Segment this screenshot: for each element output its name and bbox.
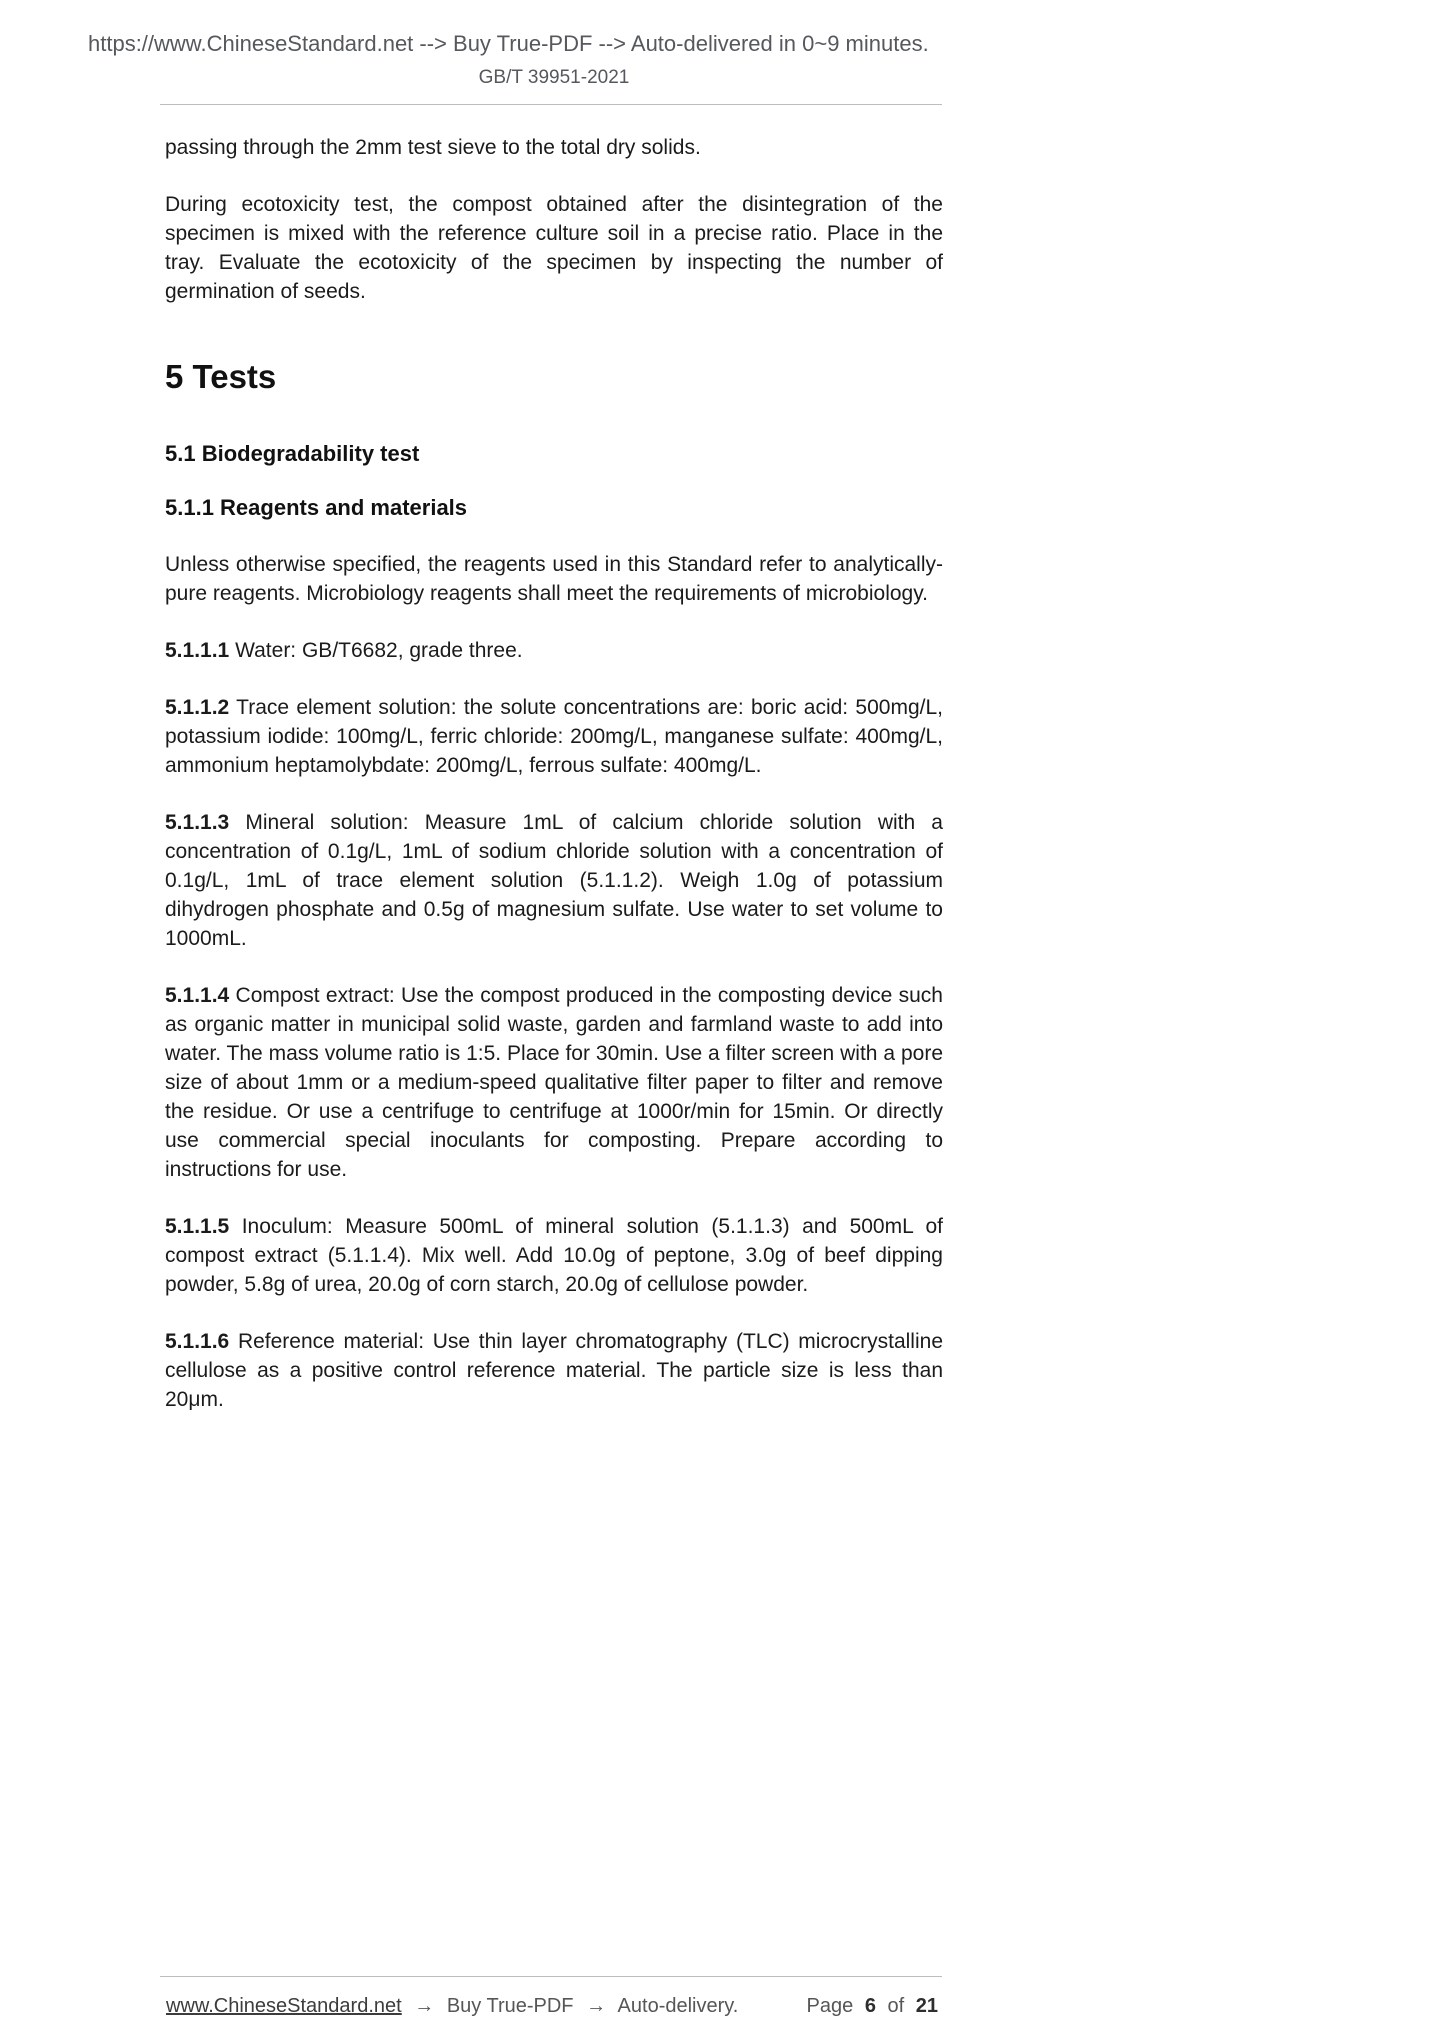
- subsection-heading: 5.1 Biodegradability test: [165, 441, 420, 466]
- numbered-paragraph: [165, 1212, 943, 1299]
- subsubsection-heading: 5.1.1 Reagents and materials: [165, 495, 468, 520]
- clause-label: 5.1.1.5: [165, 1215, 230, 1238]
- clause-text: Water: GB/T6682, grade three.: [235, 639, 523, 662]
- clause-label: 5.1.1.2: [165, 696, 230, 719]
- section-heading: 5 Tests: [165, 358, 277, 395]
- page-footer: [160, 1976, 942, 2018]
- clause-label: 5.1.1.1: [165, 639, 230, 662]
- numbered-paragraph: [165, 693, 943, 780]
- clause-label: 5.1.1.6: [165, 1330, 230, 1353]
- page-label: Page: [806, 1995, 854, 2017]
- numbered-paragraph: [165, 1327, 943, 1414]
- paragraph: During ecotoxicity test, the compost obtained after the disintegration of the specimen is mixed with the reference culture soil in a precise ratio. Place in the tray. Evaluate the ecotoxicity of the specimen by inspecting the number of germination of seeds.: [165, 193, 943, 303]
- clause-text: Mineral solution: Measure 1mL of calcium chloride solution with a concentration of 0.1g/L, 1mL of sodium chloride solution with a concentration of 0.1g/L, 1mL of trace element solution (5.1.1.2). Weigh 1.0g of potassium dihydrogen phosphate and 0.5g of magnesium sulfate. Use water to set volume to 1000mL.: [165, 811, 943, 950]
- clause-text: Reference material: Use thin layer chromatography (TLC) microcrystalline cellulose as a positive control reference material. The particle size is less than 20μm.: [165, 1330, 943, 1411]
- clause-text: Inoculum: Measure 500mL of mineral solution (5.1.1.3) and 500mL of compost extract (5.1.1.4). Mix well. Add 10.0g of peptone, 3.0g of beef dipping powder, 5.8g of urea, 20.0g of corn starch, 20.0g of cellulose powder.: [165, 1215, 943, 1296]
- numbered-paragraph: [165, 636, 943, 665]
- arrow-icon: →: [414, 1995, 435, 2017]
- clause-label: 5.1.1.4: [165, 984, 230, 1007]
- clause-text: Trace element solution: the solute concentrations are: boric acid: 500mg/L, potassium iodide: 100mg/L, ferric chloride: 200mg/L, manganese sulfate: 400mg/L, ammonium heptamolybdate: 200mg/L, ferrous sulfate: 400mg/L.: [165, 696, 943, 777]
- paragraph: Unless otherwise specified, the reagents used in this Standard refer to analytically-pure reagents. Microbiology reagents shall meet the requirements of microbiology.: [165, 553, 943, 605]
- numbered-paragraph: [165, 981, 943, 1184]
- header-url-link[interactable]: https://www.ChineseStandard.net --> Buy True-PDF --> Auto-delivered in 0~9 minutes.: [88, 31, 929, 56]
- footer-delivery-text: Auto-delivery.: [617, 1995, 739, 2017]
- clause-text: Compost extract: Use the compost produced in the composting device such as organic matter in municipal solid waste, garden and farmland waste to add into water. The mass volume ratio is 1:5. Place for 30min. Use a filter screen with a pore size of about 1mm or a medium-speed qualitative filter paper to filter and remove the residue. Or use a centrifuge to centrifuge at 1000r/min for 15min. Or directly use commercial special inoculants for composting. Prepare according to instructions for use.: [165, 984, 943, 1181]
- page-indicator: [801, 1995, 938, 2018]
- footer-divider: [160, 1976, 942, 1977]
- arrow-icon: →: [586, 1995, 607, 2017]
- numbered-paragraph: [165, 808, 943, 953]
- paragraph: passing through the 2mm test sieve to the total dry solids.: [165, 136, 701, 159]
- of-label: of: [887, 1995, 905, 2017]
- footer-site-line: [166, 1995, 738, 2018]
- document-number: GB/T 39951-2021: [478, 67, 630, 88]
- header-divider: [160, 104, 942, 105]
- clause-label: 5.1.1.3: [165, 811, 230, 834]
- page-header: [0, 0, 1445, 105]
- footer-site-link[interactable]: www.ChineseStandard.net: [166, 1995, 402, 2017]
- document-body: [165, 133, 943, 1414]
- page-number: 6: [864, 1995, 876, 2017]
- total-pages: 21: [915, 1995, 938, 2017]
- footer-buy-text: Buy True-PDF: [446, 1995, 574, 2017]
